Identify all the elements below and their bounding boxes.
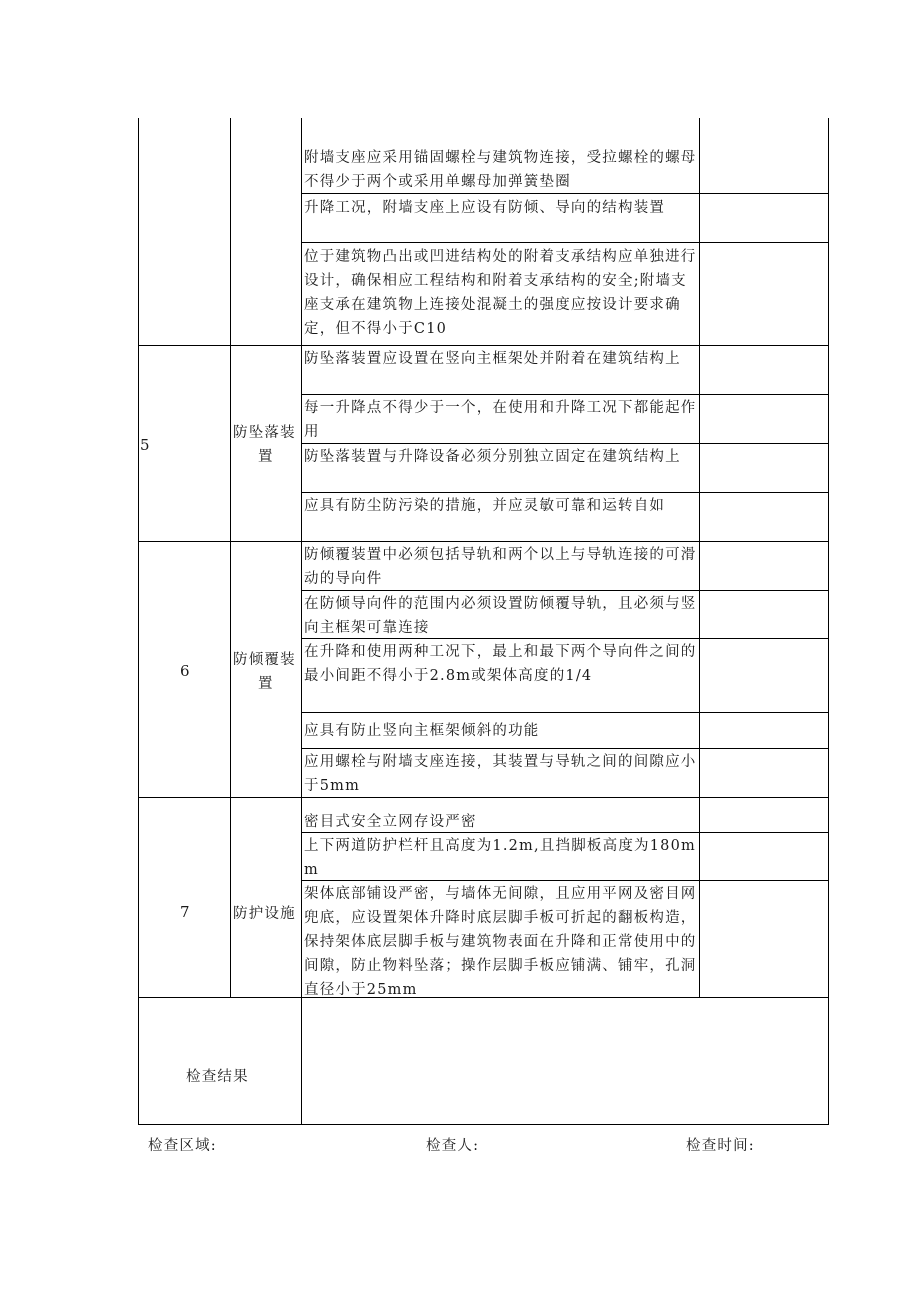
section-name: 置 xyxy=(258,449,274,465)
section-line xyxy=(138,541,829,542)
footer-time-label: 检查时间: xyxy=(686,1138,755,1154)
check-item: 在防倾导向件的范围内必须设置防倾覆导轨，且必须与竖向主框架可靠连接 xyxy=(304,596,697,636)
check-item: 上下两道防护栏杆且高度为1.2m,且挡脚板高度为180mm xyxy=(304,838,696,878)
table-divider-col1 xyxy=(230,118,231,998)
row-line xyxy=(301,242,829,243)
table-border-right xyxy=(828,118,829,1125)
check-item: 每一升降点不得少于一个，在使用和升降工况下都能起作用 xyxy=(304,400,697,440)
row-line xyxy=(301,748,829,749)
check-item: 附墙支座应采用锚固螺栓与建筑物连接，受拉螺栓的螺母不得少于两个或采用单螺母加弹簧垫圈 xyxy=(304,150,697,190)
section-number: 7 xyxy=(180,903,190,921)
section-name: 防坠落装 xyxy=(233,425,296,441)
check-item: 防倾覆装置中必须包括导轨和两个以上与导轨连接的可滑动的导向件 xyxy=(304,547,697,587)
check-item: 位于建筑物凸出或凹进结构处的附着支承结构应单独进行设计，确保相应工程结构和附着支承结构的安全;附墙支座支承在建筑物上连接处混凝土的强度应按设计要求确定，但不得小于C10 xyxy=(304,249,697,337)
check-item: 密目式安全立网存设严密 xyxy=(304,814,477,830)
check-item: 防坠落装置与升降设备必须分别独立固定在建筑结构上 xyxy=(304,449,681,465)
footer-inspector-label: 检查人: xyxy=(426,1138,480,1154)
result-input-area[interactable] xyxy=(302,998,828,1124)
section-name: 置 xyxy=(258,676,274,692)
table-divider-col2 xyxy=(301,118,302,1125)
table-border-bottom xyxy=(138,1124,829,1125)
footer-area-label: 检查区域: xyxy=(148,1138,217,1154)
check-item: 升降工况，附墙支座上应设有防倾、导向的结构装置 xyxy=(304,200,666,216)
section-name: 防护设施 xyxy=(233,906,296,922)
result-label: 检查结果 xyxy=(186,1069,249,1085)
section-line xyxy=(138,345,829,346)
row-line xyxy=(301,712,829,713)
check-item: 应具有防尘防污染的措施，并应灵敏可靠和运转自如 xyxy=(304,498,666,514)
table-border-left xyxy=(138,118,139,1125)
check-item: 在升降和使用两种工况下，最上和最下两个导向件之间的最小间距不得小于2.8m或架体高度的1/4 xyxy=(304,644,697,684)
check-item: 架体底部铺设严密，与墙体无间隙，且应用平网及密目网兜底，应设置架体升降时底层脚手板可折起的翻板构造，保持架体底层脚手板与建筑物表面在升降和正常使用中的间隙，防止物料坠落；操作层脚手板应铺满、铺牢，孔洞直径小于25mm xyxy=(304,886,697,998)
section-number: 6 xyxy=(180,662,190,680)
check-item: 应用螺栓与附墙支座连接，其装置与导轨之间的间隙应小于5mm xyxy=(304,754,697,794)
row-line xyxy=(301,492,829,493)
row-line xyxy=(301,394,829,395)
check-item: 防坠落装置应设置在竖向主框架处并附着在建筑结构上 xyxy=(304,351,681,367)
section-name: 防倾覆装 xyxy=(233,652,296,668)
section-number: 5 xyxy=(140,436,150,454)
check-item: 应具有防止竖向主框架倾斜的功能 xyxy=(304,723,540,739)
